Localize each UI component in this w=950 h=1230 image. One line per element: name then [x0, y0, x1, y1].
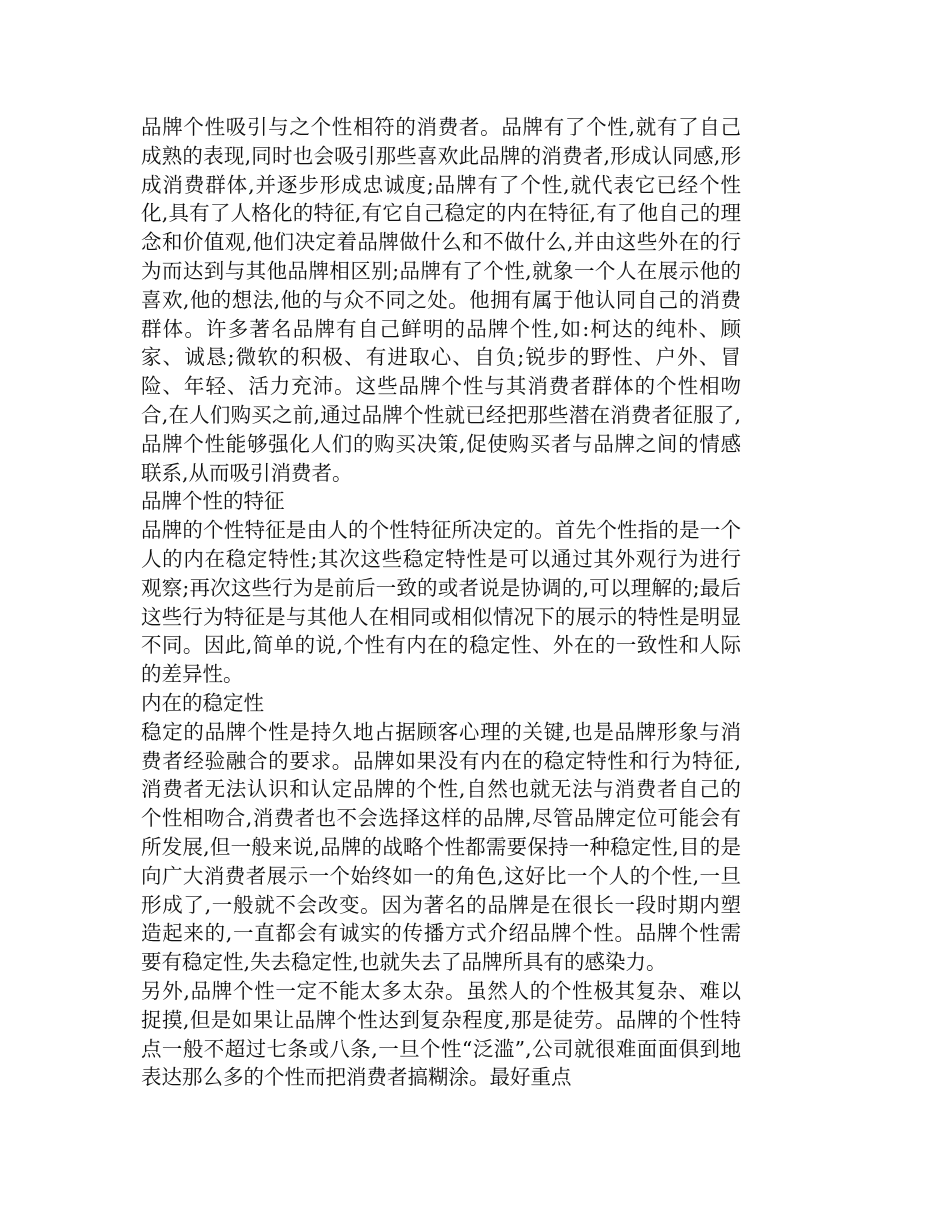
heading-brand-personality-features: 品牌个性的特征: [141, 489, 285, 514]
heading-internal-stability: 内在的稳定性: [141, 690, 264, 715]
paragraph-internal-stability: 稳定的品牌个性是持久地占据顾客心理的关键,也是品牌形象与消费者经验融合的要求。品牌如果没有内在的稳定特性和行为特征,消费者无法认识和认定品牌的个性,自然也就无法与消费者自己的个性相吻合,消费者也不会选择这样的品牌,尽管品牌定位可能会有所发展,但一般来说,品牌的战略个性都需要保持一种稳定性,目的是向广大消费者展示一个始终如一的角色,这好比一个人的个性,一旦形成了,一般就不会改变。因为著名的品牌是在很长一段时期内塑造起来的,一直都会有诚实的传播方式介绍品牌个性。品牌个性需要有稳定性,失去稳定性,也就失去了品牌所具有的感染力。: [141, 719, 741, 975]
document-body: [141, 113, 741, 1092]
paragraph-not-too-complex: 另外,品牌个性一定不能太多太杂。虽然人的个性极其复杂、难以捉摸,但是如果让品牌个性达到复杂程度,那是徒劳。品牌的个性特点一般不超过七条或八条,一旦个性“泛滥”,公司就很难面面俱到地表达那么多的个性而把消费者搞糊涂。最好重点: [141, 978, 741, 1090]
paragraph-brand-personality-attraction: 品牌个性吸引与之个性相符的消费者。品牌有了个性,就有了自己成熟的表现,同时也会吸引那些喜欢此品牌的消费者,形成认同感,形成消费群体,并逐步形成忠诚度;品牌有了个性,就代表它已经个性化,具有了人格化的特征,有它自己稳定的内在特征,有了他自己的理念和价值观,他们决定着品牌做什么和不做什么,并由这些外在的行为而达到与其他品牌相区别;品牌有了个性,就象一个人在展示他的喜欢,他的想法,他的与众不同之处。他拥有属于他认同自己的消费群体。许多著名品牌有自己鲜明的品牌个性,如:柯达的纯朴、顾家、诚恳;微软的积极、有进取心、自负;锐步的野性、户外、冒险、年轻、活力充沛。这些品牌个性与其消费者群体的个性相吻合,在人们购买之前,通过品牌个性就已经把那些潜在消费者征服了,品牌个性能够强化人们的购买决策,促使购买者与品牌之间的情感联系,从而吸引消费者。: [141, 115, 741, 485]
paragraph-personality-features: 品牌的个性特征是由人的个性特征所决定的。首先个性指的是一个人的内在稳定特性;其次这些稳定特性是可以通过其外观行为进行观察;再次这些行为是前后一致的或者说是协调的,可以理解的;最后这些行为特征是与其他人在相同或相似情况下的展示的特性是明显不同。因此,简单的说,个性有内在的稳定性、外在的一致性和人际的差异性。: [141, 518, 741, 687]
